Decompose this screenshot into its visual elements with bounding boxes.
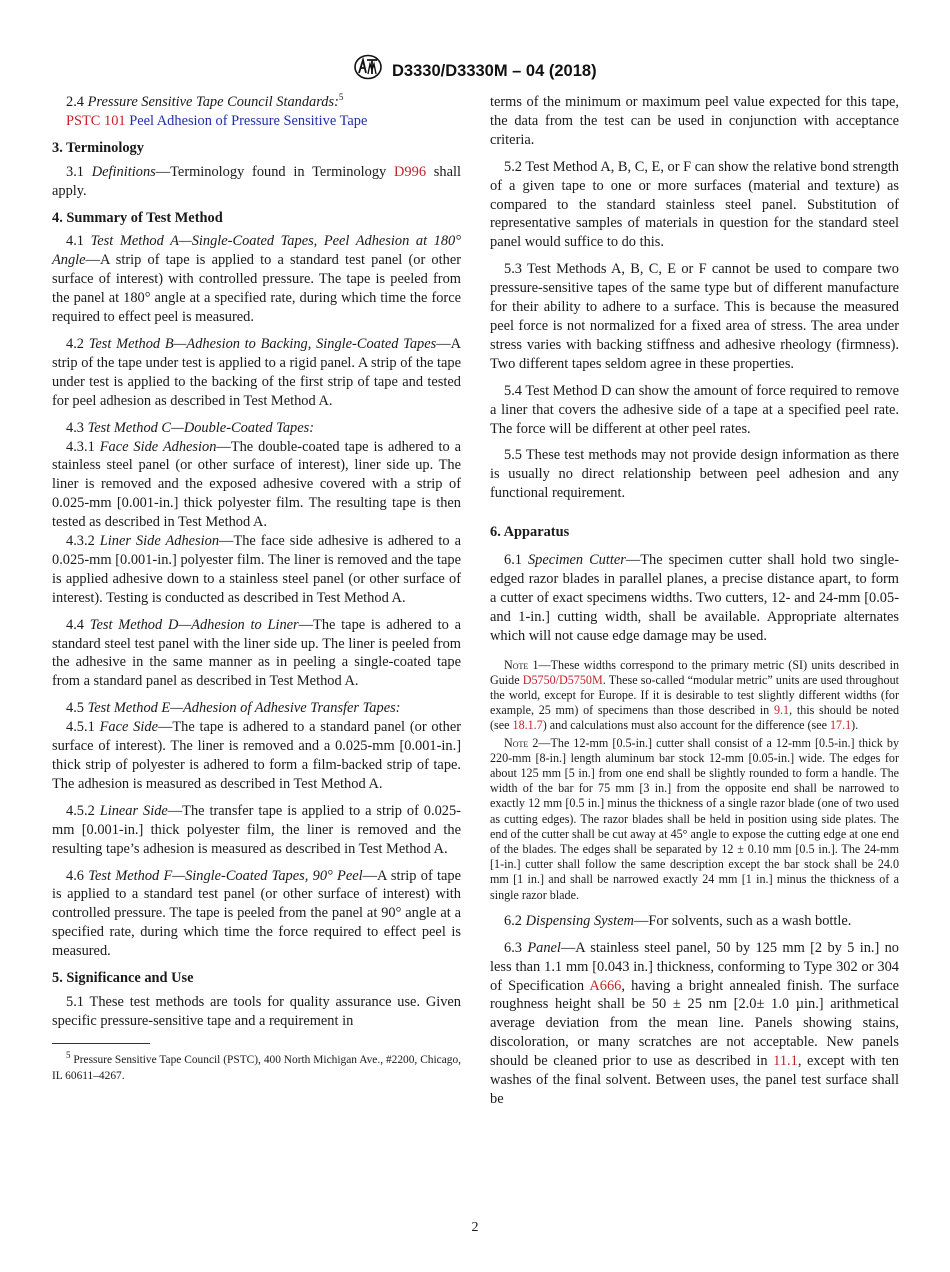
footnote-divider (52, 1043, 150, 1044)
section-4-5-2: 4.5.2 Linear Side—The transfer tape is applied to a strip of 0.025-mm [0.001-in.] thick polyester film, the liner is removed and the resulting tape’s adhesion is measured as described in Test Method A. (52, 802, 461, 857)
section-4-5-1: 4.5.1 Face Side—The tape is adhered to a standard panel (or other surface of interest). The liner is removed and a 0.025-mm [0.001-in.] thick strip of polyester is adhered to form a film-backed strip of tape. The adhesion is measured as described in Test Method A. (52, 719, 462, 792)
page-number: 2 (471, 1220, 479, 1235)
section-5-2: 5.2 Test Method A, B, C, E, or F can show the relative bond strength of a given tape to one or more surfaces (material and texture) as compared to the standard stainless steel panel. Substitution of representative samples of materials in question for the standard steel panel would suffice to do this. (490, 158, 899, 251)
section-5-4: 5.4 Test Method D can show the amount of force required to remove a liner that covers the adhesive side of a tape at a specified peel rate. The force will be different at other peel rates. (490, 382, 899, 437)
section-4-5: 4.5 Test Method E—Adhesion of Adhesive Transfer Tapes: (66, 700, 401, 717)
section-17-1-link[interactable]: 17.1 (829, 718, 852, 733)
note-2: Note 2—The 12-mm [0.5-in.] cutter shall consist of a 12-mm [0.5-in.] thick by 220-mm [8-in.] length aluminum bar stock 12-mm [0.05-in.] wide. The edges for about 125 mm [5 in.] from one end shall be slightly rounded to form a handle. The width of the bar for 75 mm [3 in.] from the opposite end shall be narrowed to exactly 12 mm [0.5 in.] minus the thickness of a single razor blade (one of two used as cutting edges). The razor blades shall be held in position using side plates. The end of the cutter shall be cut away at 45° angle to expose the cutting edge at one end of the blades. The edges shall be separated by 12 ± 0.10 mm [0.5 in.]. The 24-mm [1-in.] cutter shall follow the same description except the bar stock shall be 24.0 mm [1 in.] and shall be narrowed exactly 24 mm [1 in.] minus the thickness of a single razor blade. (490, 735, 900, 902)
section-4-4: 4.4 Test Method D—Adhesion to Liner—The tape is adhered to a standard steel test panel with the liner side up. The liner is peeled from the adhesive in the same manner as in peeling a single-coated tape from a standard panel as described in Test Method A. (52, 616, 461, 690)
heading-significance: 5. Significance and Use (52, 970, 194, 987)
document-header (0, 56, 950, 87)
section-4-2: 4.2 Test Method B—Adhesion to Backing, Single-Coated Tapes—A strip of the tape under test is applied to a rigid panel. A strip of the tape under test is applied to the backing of the first strip of tape and tested for peel adhesion as described in Test Method A. (52, 335, 461, 409)
left-column (52, 93, 461, 1084)
section-5-1: 5.1 These test methods are tools for quality assurance use. Given specific pressure-sensitive tape and a requirement in (52, 993, 462, 1029)
section-4-3-1: 4.3.1 Face Side Adhesion—The double-coated tape is adhered to a stainless steel panel (or other surface of interest), liner side up. The liner is removed and the exposed adhesive covered with a strip of 0.025-mm [0.001-in.] thick polyester film. The resulting tape is then tested as described in Test Method A. (52, 438, 461, 531)
pstc-reference (52, 112, 461, 131)
section-5-3: 5.3 Test Methods A, B, C, E or F cannot be used to compare two pressure-sensitive tapes of the same type but of different manufacture for their ability to adhere to a surface. This is because the measured peel force is not normalized for a fixed area of stress. The area under stress varies with backing stiffness and adhesive rheology (firmness). Two different tapes seldom agree in these properties. (490, 261, 899, 372)
section-11-1-link[interactable]: 11.1 (773, 1053, 798, 1070)
section-6-1: 6.1 Specimen Cutter—The specimen cutter shall hold two single-edged razor blades in parallel planes, a precise distance apart, to form a cutter of exact specimens widths. Two cutters, 12- and 24-mm [0.05- and 1-in.] cutting width, shall be available. Appropriate alternates which will not cause edge damage may be used. (490, 552, 900, 644)
section-4-1: 4.1 Test Method A—Single-Coated Tapes, Peel Adhesion at 180° Angle—A strip of tape is applied to a standard test panel (or other surface of interest) with controlled pressure. The tape is peeled from the panel at 180° angle at a specified rate, during which time the force required to effect peel is measured. (52, 233, 461, 326)
astm-logo-icon (353, 54, 383, 85)
section-4-6: 4.6 Test Method F—Single-Coated Tapes, 90° Peel—A strip of tape is applied to a standard test panel (or other surface of interest) with controlled pressure. The tape is peeled from the panel at 90° angle at a specified rate, during which time the force required to effect peel is measured. (52, 867, 461, 960)
right-column (490, 93, 899, 1109)
a666-link[interactable]: A666 (589, 977, 622, 994)
section-3-1: 3.1 Definitions—Terminology found in Terminology D996 shall apply. (52, 163, 461, 199)
section-4-3: 4.3 Test Method C—Double-Coated Tapes: (66, 419, 315, 436)
pstc-101-link[interactable]: PSTC 101 (66, 112, 126, 129)
heading-apparatus: 6. Apparatus (490, 524, 570, 541)
note-1: Note 1—These widths correspond to the primary metric (SI) units described in Guide D5750/D5750M. These so-called “modular metric” units are used throughout the world, except for Europe. If it is desirable to test slightly different widths (for example, 25 mm) of specimens than those described in 9.1, this should be noted (see 18.1.7) and calculations must also account for the difference (see 17.1). (490, 657, 900, 733)
heading-summary: 4. Summary of Test Method (52, 209, 223, 226)
d996-link[interactable]: D996 (394, 163, 427, 180)
section-5-5: 5.5 These test methods may not provide design information as there is usually no direct relationship between peel adhesion and any functional requirement. (490, 447, 900, 502)
d5750-link[interactable]: D5750/D5750M (522, 672, 603, 687)
footnote-5: $^5$ Pressure Sensitive Tape Council (PSTC), 400 North Michigan Ave., #2200, Chicago, IL 60611–4267. (52, 1049, 462, 1082)
section-6-3: 6.3 Panel—A stainless steel panel, 50 by 125 mm [2 by 5 in.] no less than 1.1 mm [0.043 in.] thickness, conforming to Type 302 or 304 of Specification A666, having a bright annealed finish. The surface roughness height shall be 50 ± 25 nm [2.0± 1.0 µin.] arithmetical average deviation from the mean line. Panels showing stains, discoloration, or many scratches are not acceptable. New panels should be cleaned prior to use as described in 11.1, except with ten washes of the final solvent. Between uses, the panel test surface shall be (490, 939, 899, 1107)
section-18-1-7-link[interactable]: 18.1.7 (512, 718, 543, 733)
section-9-1-link[interactable]: 9.1 (773, 703, 790, 718)
section-2-4: 2.4 Pressure Sensitive Tape Council Standards:$^5$ (66, 92, 344, 110)
document-designation: D3330/D3330M – 04 (2018) (392, 61, 597, 80)
section-4-3-2: 4.3.2 Liner Side Adhesion—The face side adhesive is adhered to a 0.025-mm [0.001-in.] polyester film. The liner is removed and the tape is applied adhesive down to a stainless steel panel (or other surface of interest). Testing is conducted as described in Test Method A. (52, 533, 461, 606)
section-6-2: 6.2 Dispensing System—For solvents, such as a wash bottle. (504, 912, 852, 929)
heading-terminology: 3. Terminology (52, 139, 144, 156)
pstc-title-link[interactable]: Peel Adhesion of Pressure Sensitive Tape (129, 112, 368, 129)
section-5-1-continued: terms of the minimum or maximum peel value expected for this tape, the data from the test can be used in conjunction with acceptance criteria. (490, 94, 899, 148)
